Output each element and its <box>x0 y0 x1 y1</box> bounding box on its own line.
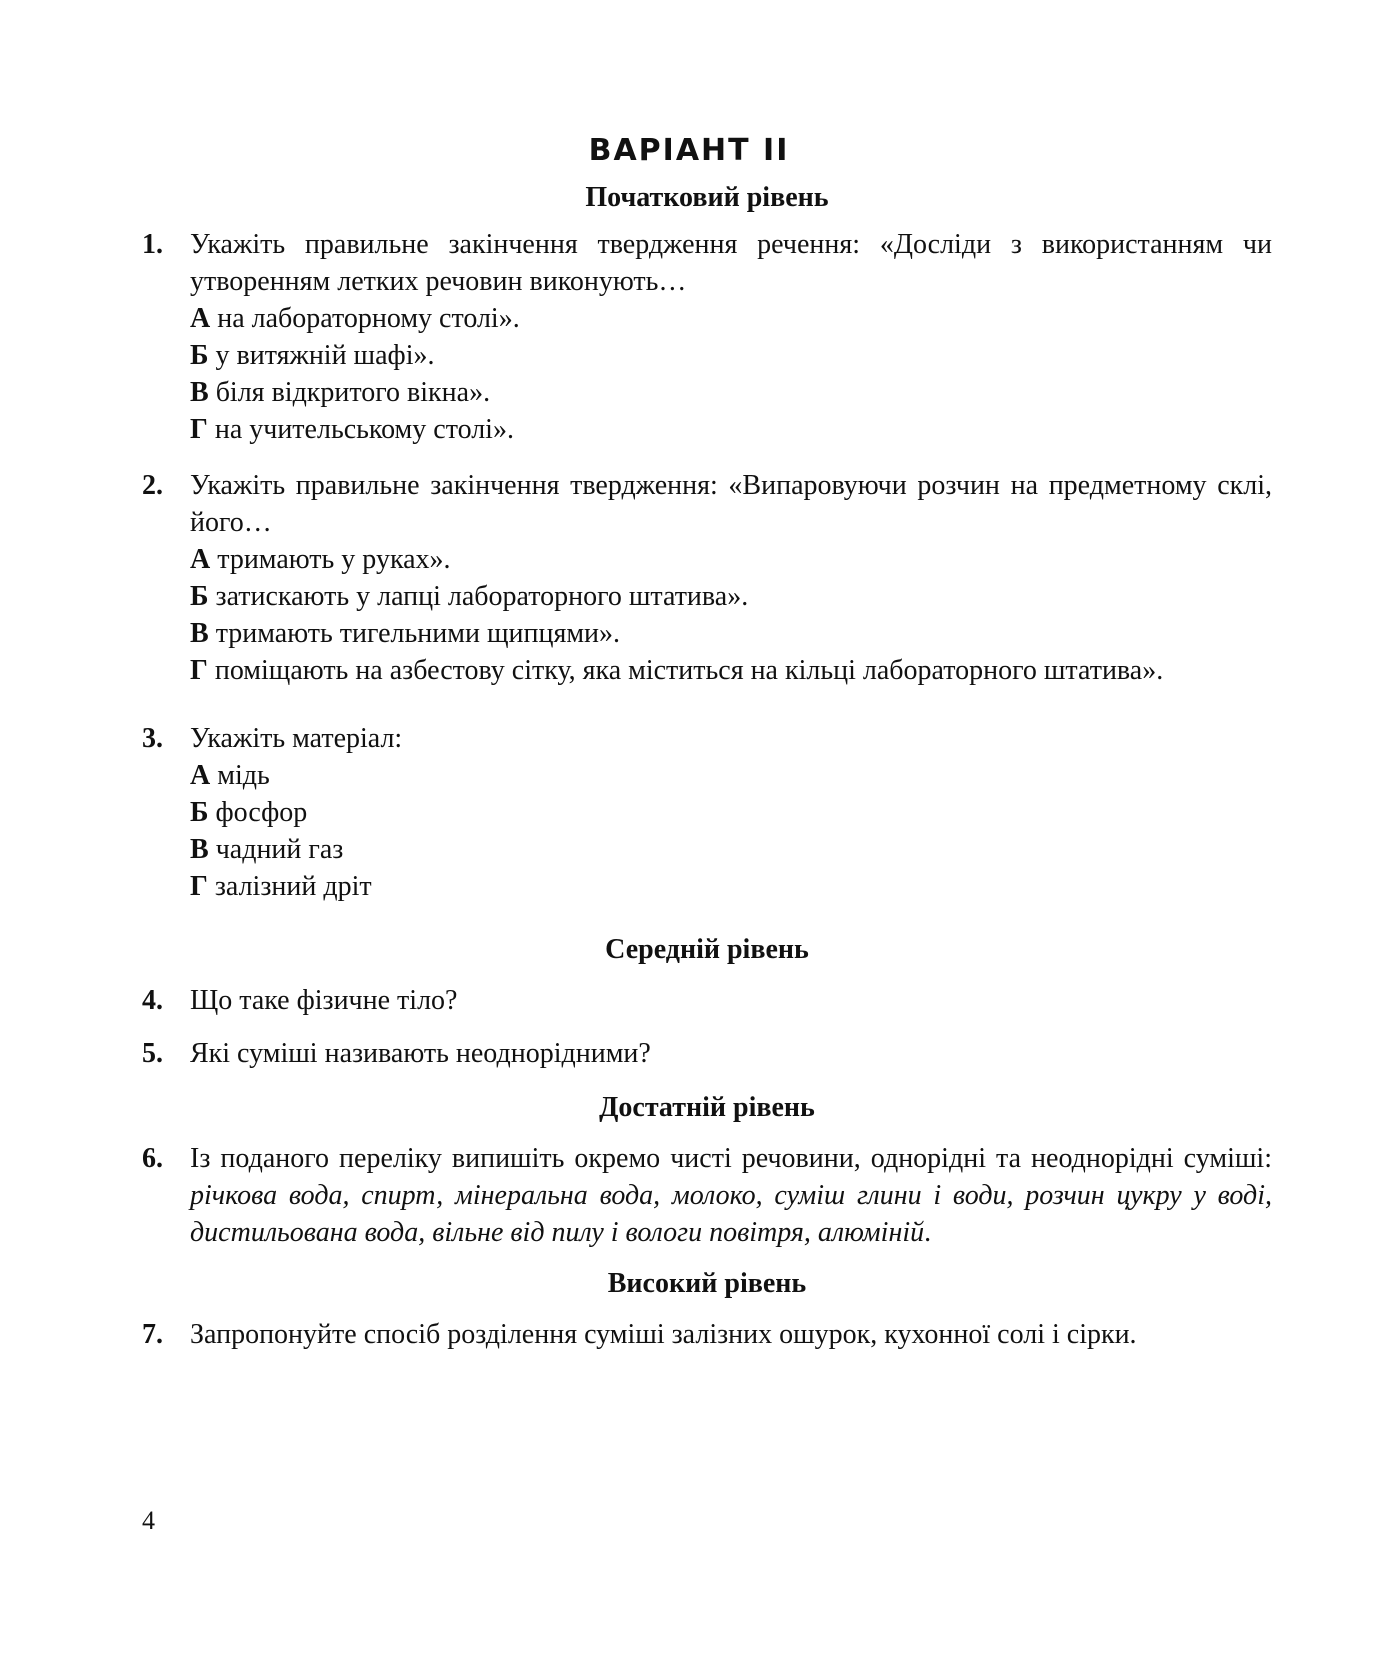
answer-option-b <box>190 794 1272 831</box>
option-text: біля відкритого вікна». <box>215 377 491 408</box>
level-heading-middle: Середній рівень <box>605 934 809 965</box>
option-text: тримають у руках». <box>217 544 451 575</box>
level-heading-high: Високий рівень <box>607 1268 807 1299</box>
variant-title: ВАРІАНТ II <box>588 133 790 168</box>
question-number: 3. <box>142 723 163 754</box>
question-7 <box>142 1316 1272 1353</box>
answer-option-v <box>190 831 1272 868</box>
question-3 <box>142 720 1272 905</box>
question-1 <box>142 226 1272 448</box>
option-letter: В <box>190 618 209 649</box>
substance-list: річкова вода, спирт, мінеральна вода, молоко, суміш глини і води, розчин цукру у воді, дистильована вода, вільне від пилу і вологи повітря, алюміній <box>190 1180 1272 1248</box>
option-letter: А <box>190 303 211 334</box>
answer-option-a <box>190 757 1272 794</box>
question-text: Що таке фізичне тіло? <box>190 985 458 1016</box>
answer-option-b <box>190 578 1272 615</box>
question-text: Укажіть правильне закінчення твердження: «Випаровуючи розчин на предметному склі, його… <box>190 470 1272 538</box>
option-letter: Г <box>190 871 208 902</box>
option-text: на учительському столі». <box>214 414 514 445</box>
answer-option-a <box>190 300 1272 337</box>
answer-option-v <box>190 615 1272 652</box>
option-text: чадний газ <box>215 834 344 865</box>
option-text: у витяжній шафі». <box>215 340 435 371</box>
question-number: 7. <box>142 1319 163 1350</box>
question-number: 2. <box>142 470 163 501</box>
option-text: фосфор <box>215 797 308 828</box>
option-text: поміщають на азбестову сітку, яка міститься на кільці лабораторного штатива». <box>214 655 1164 686</box>
question-2 <box>142 467 1272 689</box>
question-text: Укажіть матеріал: <box>190 723 403 754</box>
option-letter: А <box>190 544 211 575</box>
answer-option-b <box>190 337 1272 374</box>
answer-option-a <box>190 541 1272 578</box>
question-number: 1. <box>142 229 163 260</box>
question-6 <box>142 1140 1272 1251</box>
question-number: 6. <box>142 1143 163 1174</box>
option-letter: В <box>190 377 209 408</box>
answer-option-v <box>190 374 1272 411</box>
question-prompt: Із поданого переліку випишіть окремо чисті речовини, однорідні та неоднорідні суміші: <box>190 1143 1272 1174</box>
question-text: Запропонуйте спосіб розділення суміші залізних ошурок, кухонної солі і сірки. <box>190 1319 1137 1350</box>
option-letter: В <box>190 834 209 865</box>
level-heading-initial: Початковий рівень <box>585 182 829 213</box>
option-text: залізний дріт <box>214 871 372 902</box>
question-text: Які суміші називають неоднорідними? <box>190 1038 651 1069</box>
answer-option-g <box>190 411 1272 448</box>
option-text: затискають у лапці лабораторного штатива». <box>215 581 749 612</box>
option-letter: Б <box>190 581 209 612</box>
question-number: 4. <box>142 985 163 1016</box>
answer-option-g <box>190 652 1272 689</box>
option-letter: А <box>190 760 211 791</box>
option-letter: Г <box>190 655 208 686</box>
level-heading-sufficient: Достатній рівень <box>599 1092 815 1123</box>
option-letter: Б <box>190 340 209 371</box>
option-text: мідь <box>217 760 270 791</box>
question-5 <box>142 1035 1272 1072</box>
question-4 <box>142 982 1272 1019</box>
question-text <box>190 1140 1272 1251</box>
option-text: тримають тигельними щипцями». <box>215 618 621 649</box>
question-text: Укажіть правильне закінчення твердження речення: «Досліди з використанням чи утворенням летких речовин виконують… <box>190 229 1272 297</box>
page-number: 4 <box>142 1506 155 1535</box>
option-text: на лабораторному столі». <box>217 303 520 334</box>
answer-option-g <box>190 868 1272 905</box>
question-end: . <box>924 1217 932 1248</box>
question-number: 5. <box>142 1038 163 1069</box>
option-letter: Г <box>190 414 208 445</box>
option-letter: Б <box>190 797 209 828</box>
